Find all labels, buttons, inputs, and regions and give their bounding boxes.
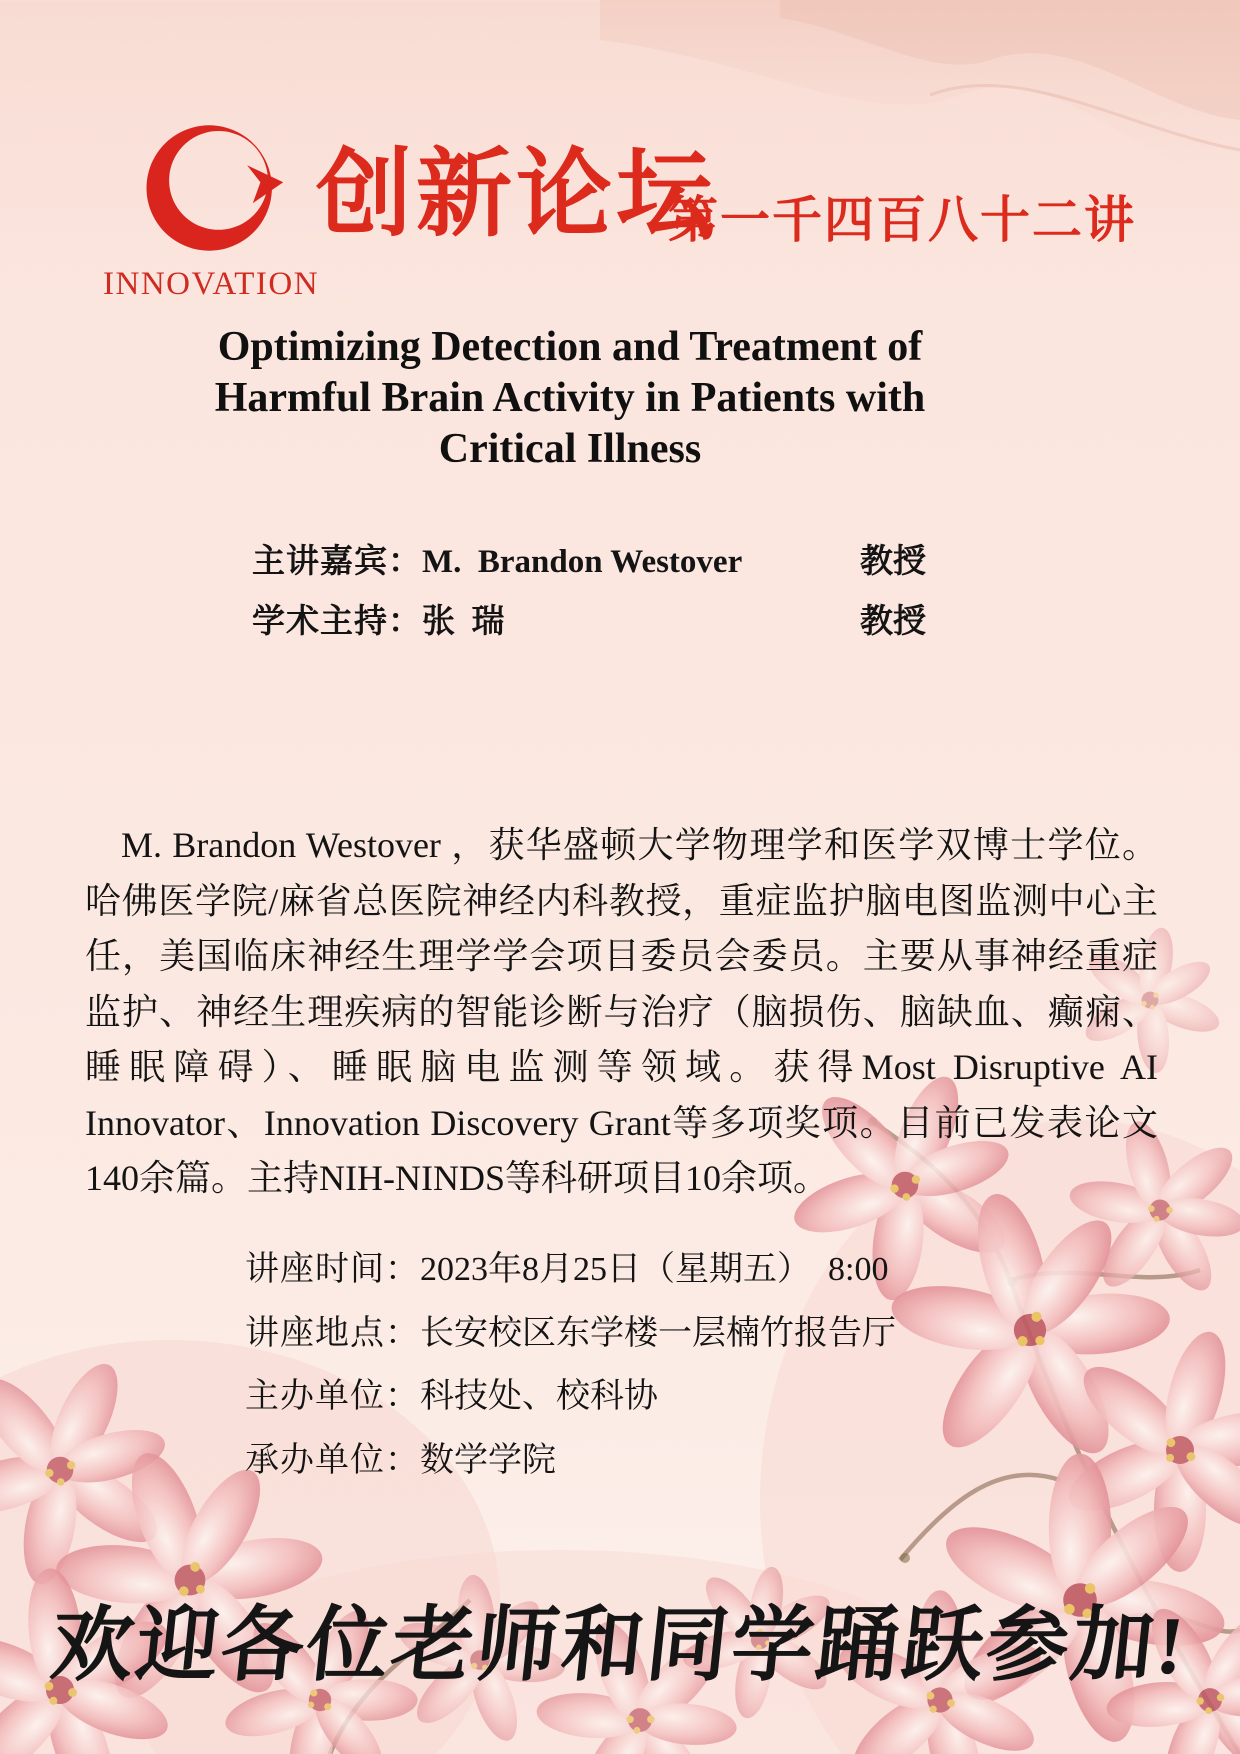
speakers-block	[252, 532, 926, 652]
lecture-details	[245, 1238, 896, 1492]
forum-title: 创新论坛	[316, 141, 716, 248]
speaker-label: 学术主持：	[252, 604, 422, 640]
lecture-number: 第一千四百八十二讲	[668, 192, 1136, 248]
detail-row-organizer	[245, 1365, 896, 1429]
speaker-name: 张 瑞	[422, 604, 505, 640]
detail-row-undertaker	[245, 1429, 896, 1493]
detail-row-time	[245, 1238, 896, 1302]
speaker-title: 教授	[860, 544, 926, 580]
speaker-title: 教授	[860, 604, 926, 640]
detail-value: 科技处、校科协	[420, 1378, 658, 1415]
innovation-logo-icon	[131, 112, 291, 264]
detail-label: 承办单位：	[245, 1441, 420, 1479]
welcome-message: 欢迎各位老师和同学踊跃参加!	[46, 1600, 1192, 1691]
innovation-logo	[103, 112, 318, 303]
lecture-title-line: Optimizing Detection and Treatment of	[217, 324, 923, 370]
detail-value: 2023年8月25日（星期五） 8:00	[420, 1251, 889, 1288]
lecture-title-line: Critical Illness	[438, 426, 702, 472]
detail-value: 长安校区东学楼一层楠竹报告厅	[420, 1314, 896, 1352]
detail-row-location	[245, 1302, 896, 1366]
speaker-name: M. Brandon Westover	[422, 544, 743, 580]
speaker-row-guest	[252, 532, 926, 592]
detail-label: 讲座时间：	[245, 1251, 420, 1288]
lecture-title	[0, 322, 1140, 475]
speaker-row-host	[252, 592, 926, 652]
speaker-bio: M. Brandon Westover ，获华盛顿大学物理学和医学双博士学位。哈佛医学院/麻省总医院神经内科教授，重症监护脑电图监测中心主任，美国临床神经生理学学会项目委员会委员。主要从事神经重症监护、神经生理疾病的智能诊断与治疗（脑损伤、脑缺血、癫痫、睡眠障碍）、睡眠脑电监测等领域。获得Most Disruptive AI Innovator、Innovation Discovery Grant等多项奖项。目前已发表论文140余篇。主持NIH-NINDS等科研项目10余项。	[85, 825, 1158, 1198]
speaker-label: 主讲嘉宾：	[252, 544, 422, 580]
detail-label: 主办单位：	[245, 1378, 420, 1415]
lecture-title-line: Harmful Brain Activity in Patients with	[214, 375, 926, 421]
detail-label: 讲座地点：	[245, 1314, 420, 1352]
detail-value: 数学学院	[420, 1441, 556, 1479]
logo-wordmark: INNOVATION	[103, 266, 320, 302]
